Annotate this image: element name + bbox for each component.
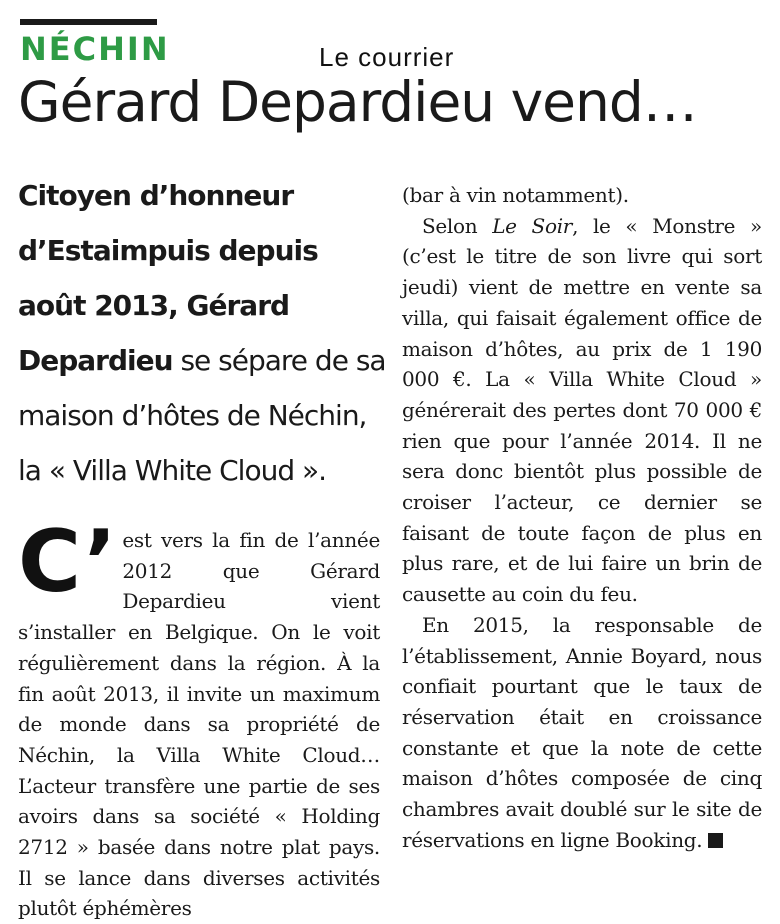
lede-bold: Citoyen d’honneur d’Estaimpuis depuis août 2013, Gérard Depardieu — [18, 179, 318, 377]
article-column-left — [18, 512, 380, 924]
headline: Gérard Depardieu vend… — [18, 70, 697, 134]
article-column-right — [402, 180, 762, 855]
paragraph-1 — [18, 512, 380, 924]
paragraph-3 — [402, 610, 762, 856]
paragraph-2-start: Selon — [422, 213, 493, 238]
paragraph-1-continued: (bar à vin notamment). — [402, 183, 629, 207]
section-rule — [20, 19, 157, 25]
dropcap: C’ — [18, 512, 117, 612]
lede — [18, 168, 388, 498]
paragraph-1-text: est vers la fin de l’année 2012 que Gérard Depardieu vient s’installer en Belgique. On le voit régulièrement dans la région. À la fin août 2013, il invite un maximum de monde dans sa propriété de Néchin, la Villa White Cloud… L’acteur transfère une partie de ses avoirs dans sa société « Holding 2712 » basée dans notre plat pays. Il se lance dans diverses activités plutôt éphémères — [18, 528, 380, 921]
lede-normal: se sépare de sa maison d’hôtes de Néchin, la « Villa White Cloud ». — [18, 344, 386, 487]
end-mark-icon — [708, 833, 723, 848]
section-label: NÉCHIN — [20, 30, 170, 68]
source-label: Le courrier — [319, 42, 455, 72]
paragraph-2-rest: , le « Monstre » (c’est le titre de son livre qui sort jeudi) vient de mettre en vente sa villa, qui faisait également office de maison d’hôtes, au prix de 1 190 000 €. La « Villa White Cloud » générerait des pertes dont 70 000 € rien que pour l’année 2014. Il ne sera donc bientôt plus possible de croiser l’acteur, ce dernier se faisant de toute façon de plus en plus rare, et de lui faire un brin de causette au coin du feu. — [402, 213, 762, 607]
paragraph-2 — [402, 211, 762, 610]
paragraph-3-text: En 2015, la responsable de l’établissement, Annie Boyard, nous confiait pourtant que le taux de réservation était en croissance constante et que la note de cette maison d’hôtes composée de cinq chambres avait doublé sur le site de réservations en ligne Booking. — [402, 612, 762, 852]
paragraph-2-source: Le Soir — [492, 213, 573, 238]
